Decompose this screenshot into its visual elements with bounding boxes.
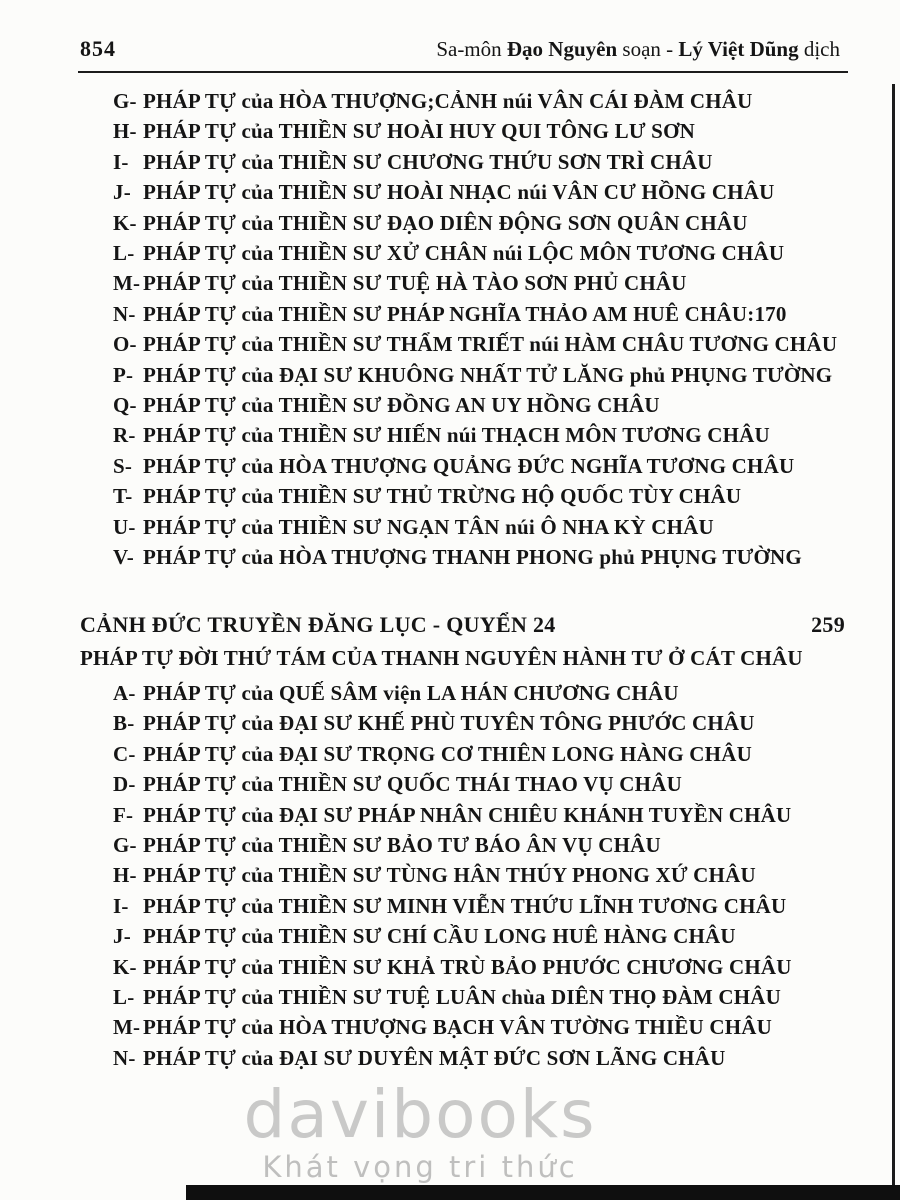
header-prefix: Sa-môn (436, 37, 507, 61)
section-page-ref: 259 (811, 612, 845, 637)
toc-entry (113, 147, 880, 177)
toc-entry (113, 952, 880, 982)
entry-letter: M- (113, 1015, 141, 1040)
toc-entry (113, 299, 880, 329)
entry-text: PHÁP TỰ của HÒA THƯỢNG THANH PHONG phủ PHỤNG TƯỜNG (143, 545, 802, 570)
entry-letter: L- (113, 985, 135, 1010)
toc-entry (113, 830, 880, 860)
entry-letter: T- (113, 484, 133, 509)
entry-letter: V- (113, 545, 135, 570)
entry-text: PHÁP TỰ của THIỀN SƯ HOÀI HUY QUI TÔNG LƯ SƠN (143, 119, 695, 144)
header-author: Đạo Nguyên (506, 37, 618, 61)
toc-entry (113, 1012, 880, 1042)
toc-entry (113, 390, 880, 420)
entry-text: PHÁP TỰ của THIỀN SƯ ĐỒNG AN UY HỒNG CHÂU (143, 393, 660, 418)
entry-text: PHÁP TỰ của THIỀN SƯ CHÍ CẦU LONG HUÊ HÀNG CHÂU (143, 924, 736, 949)
entry-letter: N- (113, 1045, 136, 1070)
toc-entry (113, 982, 880, 1012)
toc-entry (113, 678, 880, 708)
watermark-brand: davibooks (243, 1076, 597, 1153)
toc-entry (113, 1043, 880, 1073)
entry-text: PHÁP TỰ của THIỀN SƯ THỦ TRỪNG HỘ QUỐC TÙY CHÂU (143, 484, 742, 509)
entry-text: PHÁP TỰ của THIỀN SƯ KHẢ TRÙ BẢO PHƯỚC CHƯƠNG CHÂU (143, 954, 792, 979)
entry-letter: G- (113, 89, 137, 113)
header-rule (78, 71, 848, 73)
entry-letter: R- (113, 423, 136, 448)
entry-text: PHÁP TỰ của ĐẠI SƯ TRỌNG CƠ THIÊN LONG HÀNG CHÂU (143, 741, 752, 766)
entry-text: PHÁP TỰ của ĐẠI SƯ PHÁP NHÂN CHIÊU KHÁNH TUYỀN CHÂU (143, 802, 792, 827)
toc-entry (113, 512, 880, 542)
entry-letter: N- (113, 301, 136, 326)
entry-letter: I- (113, 149, 129, 174)
entry-text: PHÁP TỰ của THIỀN SƯ QUỐC THÁI THAO VỤ CHÂU (143, 772, 682, 797)
entry-letter: Q- (113, 393, 137, 418)
toc-entry (113, 542, 880, 572)
page-number: 854 (80, 36, 116, 61)
page-header (80, 36, 840, 62)
entry-letter: M- (113, 271, 141, 296)
toc-entry (113, 921, 880, 951)
entry-text: PHÁP TỰ của THIỀN SƯ ĐẠO DIÊN ĐỘNG SƠN QUÂN CHÂU (143, 210, 748, 235)
entry-text: PHÁP TỰ của ĐẠI SƯ DUYÊN MẬT ĐỨC SƠN LÃNG CHÂU (143, 1045, 726, 1070)
entry-text: PHÁP TỰ của HÒA THƯỢNG QUẢNG ĐỨC NGHĨA TƯƠNG CHÂU (143, 453, 795, 478)
entry-letter: H- (113, 119, 137, 144)
entry-text: PHÁP TỰ của ĐẠI SƯ KHẾ PHÙ TUYÊN TÔNG PHƯỚC CHÂU (143, 711, 755, 736)
entry-text: PHÁP TỰ của QUẾ SÂM viện LA HÁN CHƯƠNG CHÂU (143, 681, 679, 705)
entry-text: PHÁP TỰ của THIỀN SƯ HIẾN núi THẠCH MÔN TƯƠNG CHÂU (143, 423, 770, 448)
section-heading (80, 612, 845, 638)
watermark-tagline: Khát vọng tri thức (262, 1150, 578, 1184)
toc-entry (113, 238, 880, 268)
entry-letter: D- (113, 772, 136, 797)
entry-letter: H- (113, 863, 137, 888)
entry-letter: P- (113, 362, 134, 387)
section-title: CẢNH ĐỨC TRUYỀN ĐĂNG LỤC - QUYỂN 24 (80, 612, 556, 637)
entry-text: PHÁP TỰ của HÒA THƯỢNG BẠCH VÂN TƯỜNG THIỀU CHÂU (143, 1015, 772, 1040)
toc-entry (113, 481, 880, 511)
scan-edge-line (892, 84, 895, 1200)
toc-entry (113, 116, 880, 146)
entry-letter: U- (113, 514, 136, 539)
entry-letter: F- (113, 802, 134, 827)
entry-text: PHÁP TỰ của THIỀN SƯ HOÀI NHẠC núi VÂN CƯ HỒNG CHÂU (143, 180, 775, 205)
entry-text: PHÁP TỰ của HÒA THƯỢNG;CẢNH núi VÂN CÁI ĐÀM CHÂU (143, 89, 753, 113)
toc-entry (113, 268, 880, 298)
entry-text: PHÁP TỰ của THIỀN SƯ TUỆ HÀ TÀO SƠN PHỦ CHÂU (143, 271, 687, 296)
toc-entry (113, 329, 880, 359)
entry-text: PHÁP TỰ của THIỀN SƯ MINH VIỄN THỨU LĨNH TƯƠNG CHÂU (143, 893, 787, 918)
toc-entry (113, 739, 880, 769)
header-author-line (436, 37, 840, 62)
entry-letter: K- (113, 210, 137, 235)
entry-letter: C- (113, 741, 136, 766)
entry-letter: I- (113, 893, 129, 918)
toc-list-1 (113, 86, 880, 573)
header-suffix: dịch (798, 37, 840, 61)
header-translator: Lý Việt Dũng (678, 37, 799, 61)
header-middle: soạn - (617, 37, 679, 61)
entry-text: PHÁP TỰ của THIỀN SƯ XỬ CHÂN núi LỘC MÔN TƯƠNG CHÂU (143, 241, 785, 266)
toc-entry (113, 891, 880, 921)
entry-letter: K- (113, 954, 137, 979)
entry-letter: J- (113, 180, 131, 205)
entry-letter: B- (113, 711, 135, 736)
toc-entry (113, 800, 880, 830)
entry-text: PHÁP TỰ của THIỀN SƯ TÙNG HÂN THÚY PHONG XỨ CHÂU (143, 863, 756, 888)
entry-text: PHÁP TỰ của THIỀN SƯ NGẠN TÂN núi Ô NHA KỲ CHÂU (143, 514, 714, 539)
entry-text: PHÁP TỰ của THIỀN SƯ THẨM TRIẾT núi HÀM CHÂU TƯƠNG CHÂU (143, 332, 838, 357)
entry-letter: A- (113, 681, 136, 705)
toc-entry (113, 451, 880, 481)
scan-bottom-bar (186, 1185, 900, 1200)
entry-text: PHÁP TỰ của THIỀN SƯ CHƯƠNG THỨU SƠN TRÌ CHÂU (143, 149, 713, 174)
entry-text: PHÁP TỰ của ĐẠI SƯ KHUÔNG NHẤT TỬ LĂNG phủ PHỤNG TƯỜNG (143, 362, 833, 387)
entry-text: PHÁP TỰ của THIỀN SƯ PHÁP NGHĨA THẢO AM HUÊ CHÂU:170 (143, 301, 787, 326)
entry-letter: O- (113, 332, 137, 357)
toc-entry (113, 208, 880, 238)
toc-entry (113, 708, 880, 738)
toc-entry (113, 86, 880, 116)
toc-entry (113, 360, 880, 390)
davibooks-watermark (0, 1076, 840, 1184)
toc-entry (113, 177, 880, 207)
entry-text: PHÁP TỰ của THIỀN SƯ BẢO TƯ BÁO ÂN VỤ CHÂU (143, 833, 661, 858)
entry-letter: J- (113, 924, 131, 949)
toc-list-2 (113, 678, 880, 1073)
toc-entry (113, 420, 880, 450)
entry-letter: S- (113, 453, 133, 478)
entry-text: PHÁP TỰ của THIỀN SƯ TUỆ LUÂN chùa DIÊN THỌ ĐÀM CHÂU (143, 985, 781, 1010)
entry-letter: G- (113, 833, 137, 858)
section-subtitle: PHÁP TỰ ĐỜI THỨ TÁM CỦA THANH NGUYÊN HÀNH TƯ Ở CÁT CHÂU (80, 646, 803, 670)
toc-entry (113, 769, 880, 799)
entry-letter: L- (113, 241, 135, 266)
toc-entry (113, 860, 880, 890)
